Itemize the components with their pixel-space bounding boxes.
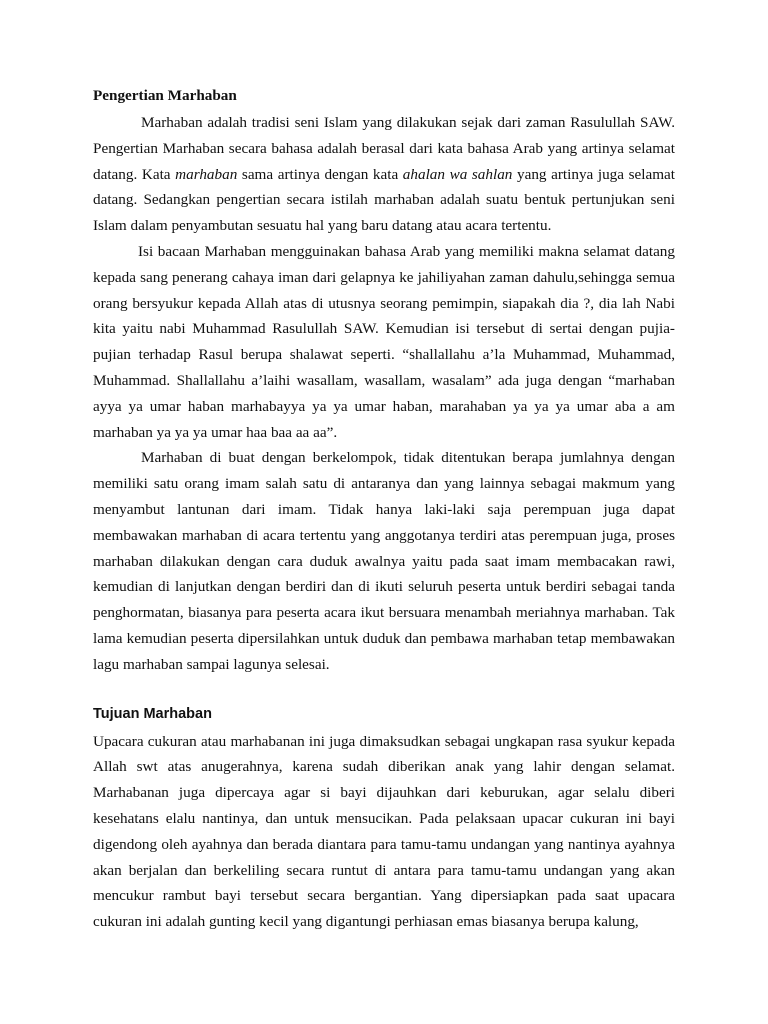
italic-term: marhaban [175,165,238,183]
section-title-tujuan: Tujuan Marhaban [93,705,212,722]
text-run: sama artinya dengan kata [237,165,403,183]
document-page [93,83,675,935]
section-spacer [93,678,675,702]
text-run: yang artinya juga selamat datang. Sedangkan pengertian secara istilah marhaban adalah suatu bentuk pertunjukan seni Islam dalam penyambutan sesuatu hal yang baru datang atau acara tertentu. [93,165,675,235]
italic-term: ahalan wa sahlan [402,165,513,183]
paragraph-content: Isi bacaan Marhaban mengguinakan bahasa Arab yang memiliki makna selamat datang kepada sang penerang cahaya iman dari gelapnya ke jahiliyahan zaman dahulu,sehingga semua orang bersyukur kepada Allah atas di utusnya seorang pemimpin, siapakah dia ?, dia lah Nabi kita yaitu nabi Muhammad Rasulullah SAW. Kemudian isi tersebut di sertai dengan pujia-pujian terhadap Rasul berupa shalawat seperti. “shallallahu a’la Muhammad, Muhammad, Muhammad. Shallallahu a’laihi wasallam, wasallam, wasalam” ada juga dengan “marhaban ayya ya umar haban marhabayya ya ya umar haban, marahaban ya ya ya umar aba a am marhaban ya ya ya umar haa baa aa aa”. [93,242,675,441]
text-run: Marhaban adalah tradisi seni Islam yang dilakukan sejak dari zaman Rasulullah SAW. Pengertian Marhaban secara bahasa adalah berasal dari kata bahasa Arab yang artinya selamat datang. Kata [93,114,675,183]
paragraph-purpose: Upacara cukuran atau marhabanan ini juga dimaksudkan sebagai ungkapan rasa syukur kepada Allah swt atas anugerahnya, karena sudah diberikan anak yang lahir dengan selamat. Marhabanan juga dipercaya agar si bayi dijauhkan dari keburukan, agar selalu diberi kesehatans elalu nantinya, dan untuk mensucikan. Pada pelaksaan upacar cukuran ini bayi digendong oleh ayahnya dan berada diantara para tamu-tamu undangan yang nantinya ayahnya akan berjalan dan berkeliling secara runtut di antara para tamu-tamu undangan yang akan mencukur rambut bayi tersebut secara bergantian. Yang dipersiapkan pada saat upacara cukuran ini adalah gunting kecil yang digantungi perhiasan emas biasanya berupa kalung, [93,732,675,931]
section-title-pengertian: Pengertian Marhaban [93,87,237,104]
paragraph-definition [93,110,675,239]
paragraph-performance: Marhaban di buat dengan berkelompok, tidak ditentukan berapa jumlahnya dengan memiliki satu orang imam salah satu di antaranya dan yang lainnya sebagai makmum yang menyambut lantunan dari imam. Tidak hanya laki-laki saja perempuan juga dapat membawakan marhaban di acara tertentu yang anggotanya terdiri atas perempuan juga, proses marhaban dilakukan dengan cara duduk awalnya yaitu pada saat imam membacakan rawi, kemudian di lanjutkan dengan berdiri dan di ikuti seluruh peserta untuk berdiri sebagai tanda penghormatan, biasanya para peserta acara ikut bersuara menambah meriahnya marhaban. Tak lama kemudian peserta dipersilahkan untuk duduk dan pembawa marhaban tetap membawakan lagu marhaban sampai lagunya selesai. [93,449,675,673]
